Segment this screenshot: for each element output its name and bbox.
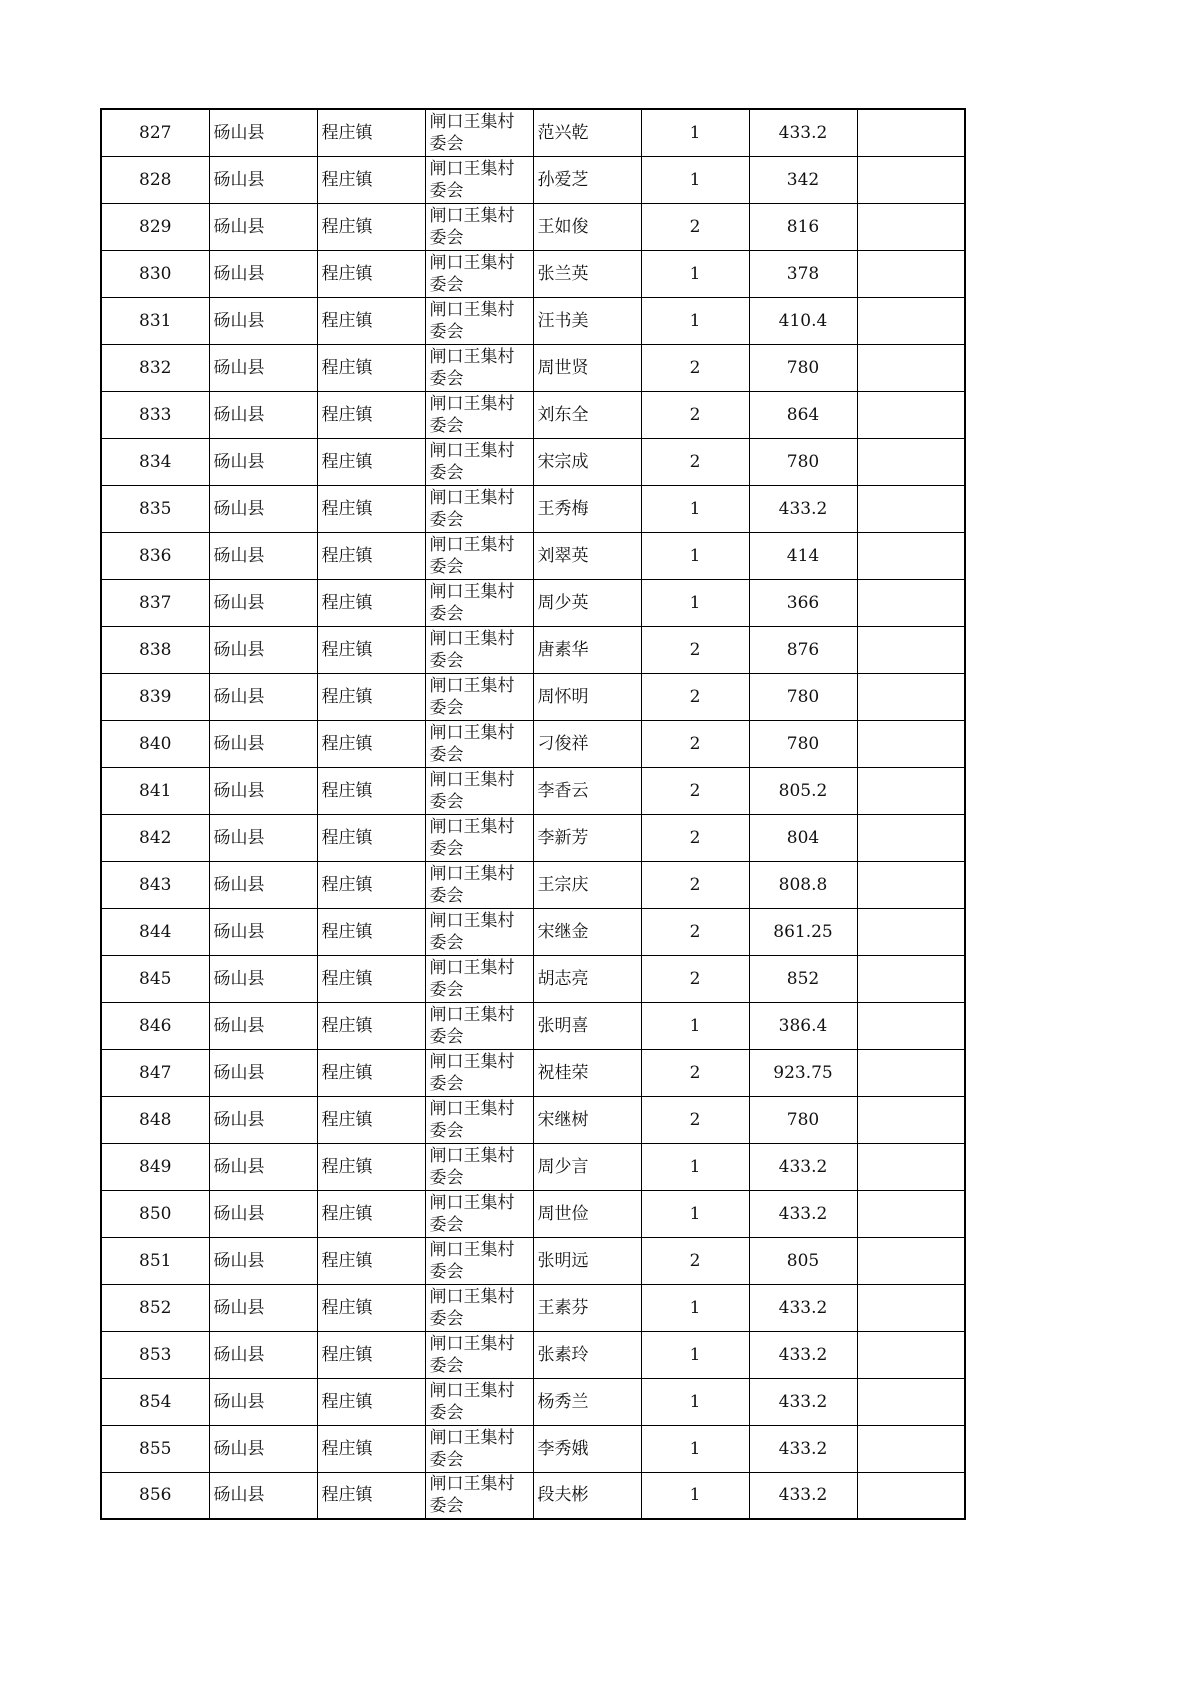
household-count-cell: 2 <box>641 814 749 861</box>
amount-cell: 433.2 <box>749 1190 857 1237</box>
person-name-cell: 王如俊 <box>533 203 641 250</box>
note-cell <box>857 673 965 720</box>
amount-cell: 780 <box>749 1096 857 1143</box>
note-cell <box>857 767 965 814</box>
person-name-cell: 刘翠英 <box>533 532 641 579</box>
note-cell <box>857 861 965 908</box>
note-cell <box>857 1143 965 1190</box>
table-row <box>101 814 965 861</box>
table-row <box>101 1237 965 1284</box>
note-cell <box>857 344 965 391</box>
table-row <box>101 1284 965 1331</box>
amount-cell: 410.4 <box>749 297 857 344</box>
amount-cell: 433.2 <box>749 1331 857 1378</box>
row-number-cell: 832 <box>101 344 209 391</box>
person-name-cell: 张明喜 <box>533 1002 641 1049</box>
amount-cell: 414 <box>749 532 857 579</box>
amount-cell: 386.4 <box>749 1002 857 1049</box>
county-cell: 砀山县 <box>209 438 317 485</box>
town-cell: 程庄镇 <box>317 1472 425 1519</box>
amount-cell: 852 <box>749 955 857 1002</box>
household-count-cell: 1 <box>641 579 749 626</box>
county-cell: 砀山县 <box>209 1190 317 1237</box>
amount-cell: 378 <box>749 250 857 297</box>
row-number-cell: 841 <box>101 767 209 814</box>
table-row <box>101 579 965 626</box>
table-row <box>101 1143 965 1190</box>
person-name-cell: 杨秀兰 <box>533 1378 641 1425</box>
amount-cell: 433.2 <box>749 1143 857 1190</box>
amount-cell: 780 <box>749 673 857 720</box>
person-name-cell: 张素玲 <box>533 1331 641 1378</box>
village-cell: 闸口王集村委会 <box>425 1049 533 1096</box>
amount-cell: 808.8 <box>749 861 857 908</box>
row-number-cell: 847 <box>101 1049 209 1096</box>
county-cell: 砀山县 <box>209 673 317 720</box>
county-cell: 砀山县 <box>209 297 317 344</box>
note-cell <box>857 1096 965 1143</box>
person-name-cell: 周少英 <box>533 579 641 626</box>
village-cell: 闸口王集村委会 <box>425 344 533 391</box>
county-cell: 砀山县 <box>209 767 317 814</box>
village-cell: 闸口王集村委会 <box>425 814 533 861</box>
table-body <box>101 109 965 1519</box>
amount-cell: 864 <box>749 391 857 438</box>
records-table <box>100 108 966 1520</box>
town-cell: 程庄镇 <box>317 720 425 767</box>
amount-cell: 433.2 <box>749 1284 857 1331</box>
county-cell: 砀山县 <box>209 250 317 297</box>
note-cell <box>857 297 965 344</box>
amount-cell: 816 <box>749 203 857 250</box>
village-cell: 闸口王集村委会 <box>425 391 533 438</box>
county-cell: 砀山县 <box>209 156 317 203</box>
table-row <box>101 391 965 438</box>
household-count-cell: 1 <box>641 297 749 344</box>
person-name-cell: 唐素华 <box>533 626 641 673</box>
person-name-cell: 孙爱芝 <box>533 156 641 203</box>
note-cell <box>857 532 965 579</box>
village-cell: 闸口王集村委会 <box>425 1378 533 1425</box>
person-name-cell: 刁俊祥 <box>533 720 641 767</box>
county-cell: 砀山县 <box>209 814 317 861</box>
village-cell: 闸口王集村委会 <box>425 1096 533 1143</box>
row-number-cell: 855 <box>101 1425 209 1472</box>
town-cell: 程庄镇 <box>317 1002 425 1049</box>
person-name-cell: 李香云 <box>533 767 641 814</box>
amount-cell: 780 <box>749 720 857 767</box>
household-count-cell: 1 <box>641 1002 749 1049</box>
county-cell: 砀山县 <box>209 1331 317 1378</box>
table-row <box>101 344 965 391</box>
note-cell <box>857 1049 965 1096</box>
note-cell <box>857 1284 965 1331</box>
village-cell: 闸口王集村委会 <box>425 626 533 673</box>
town-cell: 程庄镇 <box>317 1378 425 1425</box>
note-cell <box>857 814 965 861</box>
town-cell: 程庄镇 <box>317 626 425 673</box>
household-count-cell: 2 <box>641 908 749 955</box>
amount-cell: 804 <box>749 814 857 861</box>
row-number-cell: 831 <box>101 297 209 344</box>
town-cell: 程庄镇 <box>317 1237 425 1284</box>
village-cell: 闸口王集村委会 <box>425 250 533 297</box>
person-name-cell: 宋继金 <box>533 908 641 955</box>
note-cell <box>857 109 965 156</box>
household-count-cell: 2 <box>641 1096 749 1143</box>
person-name-cell: 段夫彬 <box>533 1472 641 1519</box>
table-row <box>101 532 965 579</box>
amount-cell: 923.75 <box>749 1049 857 1096</box>
amount-cell: 780 <box>749 344 857 391</box>
person-name-cell: 王宗庆 <box>533 861 641 908</box>
row-number-cell: 845 <box>101 955 209 1002</box>
county-cell: 砀山县 <box>209 1284 317 1331</box>
county-cell: 砀山县 <box>209 1237 317 1284</box>
household-count-cell: 1 <box>641 1331 749 1378</box>
row-number-cell: 829 <box>101 203 209 250</box>
person-name-cell: 汪书美 <box>533 297 641 344</box>
table-row <box>101 1378 965 1425</box>
row-number-cell: 830 <box>101 250 209 297</box>
town-cell: 程庄镇 <box>317 1190 425 1237</box>
amount-cell: 433.2 <box>749 1425 857 1472</box>
household-count-cell: 2 <box>641 391 749 438</box>
amount-cell: 366 <box>749 579 857 626</box>
village-cell: 闸口王集村委会 <box>425 438 533 485</box>
household-count-cell: 1 <box>641 250 749 297</box>
note-cell <box>857 1002 965 1049</box>
village-cell: 闸口王集村委会 <box>425 673 533 720</box>
town-cell: 程庄镇 <box>317 861 425 908</box>
note-cell <box>857 438 965 485</box>
household-count-cell: 2 <box>641 955 749 1002</box>
row-number-cell: 853 <box>101 1331 209 1378</box>
town-cell: 程庄镇 <box>317 250 425 297</box>
row-number-cell: 827 <box>101 109 209 156</box>
town-cell: 程庄镇 <box>317 908 425 955</box>
person-name-cell: 周少言 <box>533 1143 641 1190</box>
town-cell: 程庄镇 <box>317 1331 425 1378</box>
village-cell: 闸口王集村委会 <box>425 861 533 908</box>
table-row <box>101 673 965 720</box>
note-cell <box>857 1472 965 1519</box>
table-row <box>101 626 965 673</box>
town-cell: 程庄镇 <box>317 1049 425 1096</box>
table-row <box>101 1331 965 1378</box>
row-number-cell: 843 <box>101 861 209 908</box>
person-name-cell: 周世贤 <box>533 344 641 391</box>
row-number-cell: 852 <box>101 1284 209 1331</box>
row-number-cell: 833 <box>101 391 209 438</box>
row-number-cell: 851 <box>101 1237 209 1284</box>
town-cell: 程庄镇 <box>317 485 425 532</box>
village-cell: 闸口王集村委会 <box>425 203 533 250</box>
village-cell: 闸口王集村委会 <box>425 109 533 156</box>
household-count-cell: 1 <box>641 1143 749 1190</box>
note-cell <box>857 955 965 1002</box>
amount-cell: 433.2 <box>749 485 857 532</box>
town-cell: 程庄镇 <box>317 391 425 438</box>
person-name-cell: 范兴乾 <box>533 109 641 156</box>
household-count-cell: 2 <box>641 720 749 767</box>
row-number-cell: 842 <box>101 814 209 861</box>
village-cell: 闸口王集村委会 <box>425 1284 533 1331</box>
table-row <box>101 1190 965 1237</box>
village-cell: 闸口王集村委会 <box>425 1143 533 1190</box>
note-cell <box>857 203 965 250</box>
row-number-cell: 844 <box>101 908 209 955</box>
town-cell: 程庄镇 <box>317 344 425 391</box>
village-cell: 闸口王集村委会 <box>425 1190 533 1237</box>
table-row <box>101 1472 965 1519</box>
village-cell: 闸口王集村委会 <box>425 955 533 1002</box>
person-name-cell: 周世俭 <box>533 1190 641 1237</box>
county-cell: 砀山县 <box>209 1378 317 1425</box>
county-cell: 砀山县 <box>209 1425 317 1472</box>
note-cell <box>857 1425 965 1472</box>
amount-cell: 342 <box>749 156 857 203</box>
note-cell <box>857 1331 965 1378</box>
table-row <box>101 156 965 203</box>
town-cell: 程庄镇 <box>317 203 425 250</box>
county-cell: 砀山县 <box>209 1049 317 1096</box>
village-cell: 闸口王集村委会 <box>425 532 533 579</box>
household-count-cell: 2 <box>641 438 749 485</box>
note-cell <box>857 1378 965 1425</box>
county-cell: 砀山县 <box>209 955 317 1002</box>
note-cell <box>857 626 965 673</box>
town-cell: 程庄镇 <box>317 673 425 720</box>
table-row <box>101 250 965 297</box>
household-count-cell: 1 <box>641 1190 749 1237</box>
row-number-cell: 846 <box>101 1002 209 1049</box>
county-cell: 砀山县 <box>209 344 317 391</box>
county-cell: 砀山县 <box>209 203 317 250</box>
town-cell: 程庄镇 <box>317 156 425 203</box>
county-cell: 砀山县 <box>209 391 317 438</box>
table-row <box>101 1096 965 1143</box>
row-number-cell: 848 <box>101 1096 209 1143</box>
person-name-cell: 张兰英 <box>533 250 641 297</box>
village-cell: 闸口王集村委会 <box>425 908 533 955</box>
county-cell: 砀山县 <box>209 720 317 767</box>
town-cell: 程庄镇 <box>317 1284 425 1331</box>
amount-cell: 433.2 <box>749 1378 857 1425</box>
row-number-cell: 839 <box>101 673 209 720</box>
town-cell: 程庄镇 <box>317 109 425 156</box>
person-name-cell: 周怀明 <box>533 673 641 720</box>
household-count-cell: 2 <box>641 673 749 720</box>
table-row <box>101 720 965 767</box>
village-cell: 闸口王集村委会 <box>425 1472 533 1519</box>
town-cell: 程庄镇 <box>317 438 425 485</box>
village-cell: 闸口王集村委会 <box>425 767 533 814</box>
row-number-cell: 849 <box>101 1143 209 1190</box>
person-name-cell: 祝桂荣 <box>533 1049 641 1096</box>
person-name-cell: 李新芳 <box>533 814 641 861</box>
row-number-cell: 836 <box>101 532 209 579</box>
row-number-cell: 854 <box>101 1378 209 1425</box>
county-cell: 砀山县 <box>209 109 317 156</box>
row-number-cell: 835 <box>101 485 209 532</box>
household-count-cell: 1 <box>641 1472 749 1519</box>
amount-cell: 433.2 <box>749 109 857 156</box>
person-name-cell: 李秀娥 <box>533 1425 641 1472</box>
note-cell <box>857 391 965 438</box>
amount-cell: 861.25 <box>749 908 857 955</box>
row-number-cell: 828 <box>101 156 209 203</box>
county-cell: 砀山县 <box>209 908 317 955</box>
table-row <box>101 1049 965 1096</box>
household-count-cell: 1 <box>641 1284 749 1331</box>
town-cell: 程庄镇 <box>317 767 425 814</box>
county-cell: 砀山县 <box>209 485 317 532</box>
village-cell: 闸口王集村委会 <box>425 1002 533 1049</box>
person-name-cell: 宋宗成 <box>533 438 641 485</box>
amount-cell: 805 <box>749 1237 857 1284</box>
village-cell: 闸口王集村委会 <box>425 720 533 767</box>
note-cell <box>857 579 965 626</box>
county-cell: 砀山县 <box>209 1096 317 1143</box>
county-cell: 砀山县 <box>209 579 317 626</box>
household-count-cell: 1 <box>641 1378 749 1425</box>
village-cell: 闸口王集村委会 <box>425 485 533 532</box>
county-cell: 砀山县 <box>209 626 317 673</box>
table-row <box>101 955 965 1002</box>
table-row <box>101 908 965 955</box>
row-number-cell: 837 <box>101 579 209 626</box>
person-name-cell: 张明远 <box>533 1237 641 1284</box>
row-number-cell: 834 <box>101 438 209 485</box>
village-cell: 闸口王集村委会 <box>425 1331 533 1378</box>
town-cell: 程庄镇 <box>317 814 425 861</box>
village-cell: 闸口王集村委会 <box>425 579 533 626</box>
town-cell: 程庄镇 <box>317 579 425 626</box>
table-row <box>101 203 965 250</box>
county-cell: 砀山县 <box>209 861 317 908</box>
household-count-cell: 1 <box>641 109 749 156</box>
county-cell: 砀山县 <box>209 1143 317 1190</box>
town-cell: 程庄镇 <box>317 532 425 579</box>
table-row <box>101 1002 965 1049</box>
household-count-cell: 1 <box>641 156 749 203</box>
table-row <box>101 861 965 908</box>
village-cell: 闸口王集村委会 <box>425 156 533 203</box>
note-cell <box>857 250 965 297</box>
person-name-cell: 刘东全 <box>533 391 641 438</box>
household-count-cell: 1 <box>641 485 749 532</box>
row-number-cell: 840 <box>101 720 209 767</box>
table-row <box>101 1425 965 1472</box>
person-name-cell: 王素芬 <box>533 1284 641 1331</box>
note-cell <box>857 485 965 532</box>
note-cell <box>857 720 965 767</box>
household-count-cell: 2 <box>641 344 749 391</box>
note-cell <box>857 156 965 203</box>
amount-cell: 433.2 <box>749 1472 857 1519</box>
county-cell: 砀山县 <box>209 532 317 579</box>
note-cell <box>857 908 965 955</box>
note-cell <box>857 1237 965 1284</box>
household-count-cell: 2 <box>641 767 749 814</box>
note-cell <box>857 1190 965 1237</box>
county-cell: 砀山县 <box>209 1002 317 1049</box>
amount-cell: 805.2 <box>749 767 857 814</box>
table-row <box>101 109 965 156</box>
town-cell: 程庄镇 <box>317 297 425 344</box>
household-count-cell: 1 <box>641 532 749 579</box>
table-row <box>101 297 965 344</box>
person-name-cell: 胡志亮 <box>533 955 641 1002</box>
household-count-cell: 2 <box>641 861 749 908</box>
household-count-cell: 2 <box>641 1237 749 1284</box>
table-row <box>101 767 965 814</box>
village-cell: 闸口王集村委会 <box>425 297 533 344</box>
household-count-cell: 2 <box>641 1049 749 1096</box>
person-name-cell: 宋继树 <box>533 1096 641 1143</box>
village-cell: 闸口王集村委会 <box>425 1425 533 1472</box>
town-cell: 程庄镇 <box>317 1096 425 1143</box>
town-cell: 程庄镇 <box>317 1143 425 1190</box>
amount-cell: 780 <box>749 438 857 485</box>
amount-cell: 876 <box>749 626 857 673</box>
row-number-cell: 856 <box>101 1472 209 1519</box>
person-name-cell: 王秀梅 <box>533 485 641 532</box>
household-count-cell: 1 <box>641 1425 749 1472</box>
household-count-cell: 2 <box>641 626 749 673</box>
row-number-cell: 838 <box>101 626 209 673</box>
county-cell: 砀山县 <box>209 1472 317 1519</box>
table-row <box>101 438 965 485</box>
row-number-cell: 850 <box>101 1190 209 1237</box>
village-cell: 闸口王集村委会 <box>425 1237 533 1284</box>
table-row <box>101 485 965 532</box>
town-cell: 程庄镇 <box>317 1425 425 1472</box>
household-count-cell: 2 <box>641 203 749 250</box>
town-cell: 程庄镇 <box>317 955 425 1002</box>
